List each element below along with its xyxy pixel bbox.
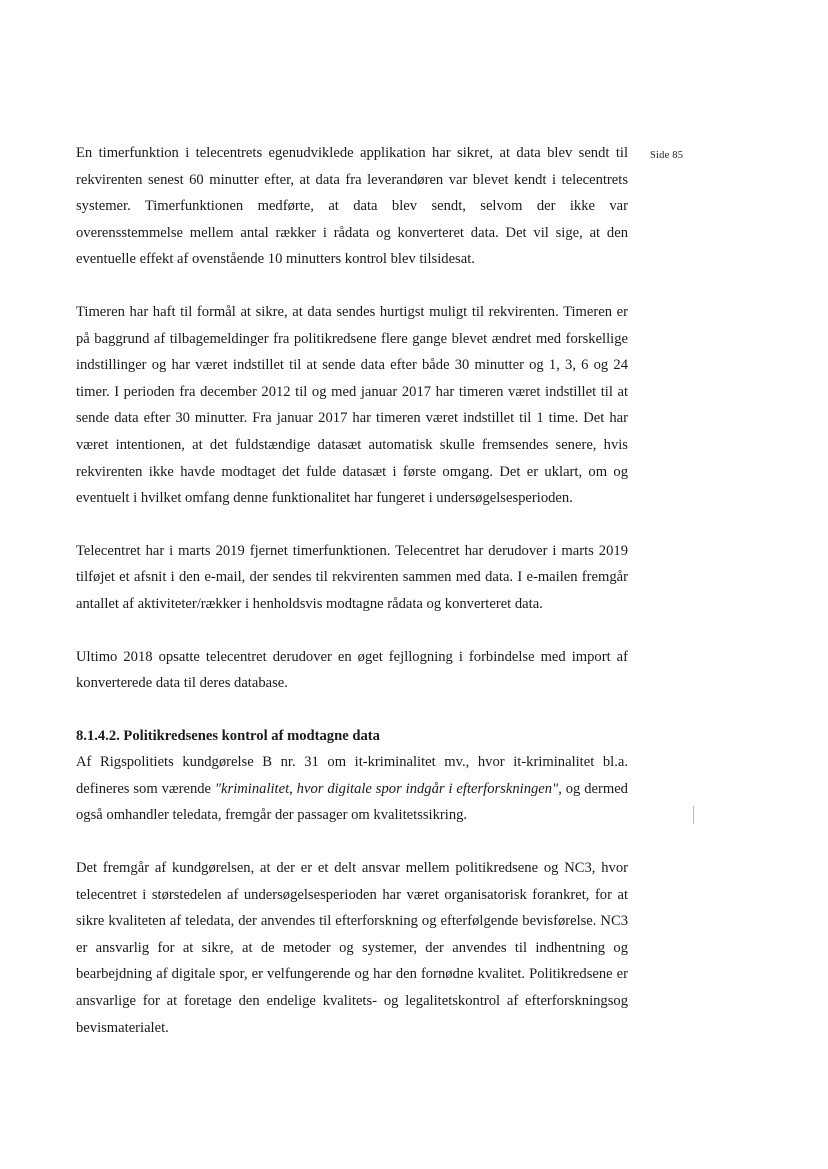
- paragraph-shared-responsibility: Det fremgår af kundgørelsen, at der er et delt ansvar mellem politikredsene og NC3, hvor telecentret i størstedelen af undersøgelsesperioden har været organisatorisk forankret, for at sikre kvaliteten af teledata, der anvendes til efterforskning og efterfølgende bevisførelse. NC3 er ansvarlig for at sikre, at de metoder og systemer, der anvendes til indhentning og bearbejdning af digitale spor, er velfungerende og har den fornødne kvalitet. Politikredsene er ansvarlige for at foretage den endelige kvalitets- og legalitetskontrol af efterforskningsog bevismaterialet.: [76, 860, 628, 1036]
- paragraph-timer-function: En timerfunktion i telecentrets egenudviklede applikation har sikret, at data blev sendt til rekvirenten senest 60 minutter efter, at data fra leverandøren var blevet kendt i telecentrets systemer. Timerfunktionen medførte, at data blev sendt, selvom der ikke var overensstemmelse mellem antal rækker i rådata og konverteret data. Det vil sige, at den eventuelle effekt af ovenstående 10 minutters kontrol blev tilsidesat.: [76, 145, 628, 268]
- document-body: [76, 140, 628, 1041]
- announcement-quote: "kriminalitet, hvor digitale spor indgår i efterforskningen": [214, 780, 559, 797]
- paragraph-announcement: [76, 749, 628, 829]
- paragraph-timer-purpose: Timeren har haft til formål at sikre, at data sendes hurtigst muligt til rekvirenten. Timeren er på baggrund af tilbagemeldinger fra politikredsene flere gange blevet ændret med forskellige indstillinger og har været indstillet til at sende data efter både 30 minutter og 1, 3, 6 og 24 timer. I perioden fra december 2012 til og med januar 2017 har timeren været indstillet til at sende data efter 30 minutter. Fra januar 2017 har timeren været indstillet til 1 time. Det har været intentionen, at det fuldstændige datasæt automatisk skulle fremsendes senere, hvis rekvirenten ikke havde modtaget det fulde datasæt i første omgang. Det er uklart, om og eventuelt i hvilket omfang denne funktionalitet har fungeret i undersøgelsesperioden.: [76, 303, 628, 507]
- paragraph-timer-removed: Telecentret har i marts 2019 fjernet timerfunktionen. Telecentret har derudover i marts 2019 tilføjet et afsnit i den e-mail, der sendes til rekvirenten sammen med data. I e-mailen fremgår antallet af aktiviteter/rækker i henholdsvis modtagne rådata og konverteret data.: [76, 542, 628, 612]
- announcement-text-start: Af Rigspolitiets kundgørelse B nr. 31 om it-kriminalitet mv., hvor it-kriminalitet bl.a. defineres som værende: [76, 754, 628, 797]
- page-number: Side 85: [650, 150, 684, 161]
- announcement-text-end: , og dermed også omhandler teledata, fremgår der passager om kvalitetssikring.: [76, 780, 628, 824]
- paragraph-error-logging: Ultimo 2018 opsatte telecentret derudover en øget fejllogning i forbindelse med import af konverterede data til deres database.: [76, 648, 628, 692]
- section-heading: 8.1.4.2. Politikredsenes kontrol af modtagne data: [76, 727, 380, 744]
- margin-mark: [693, 806, 694, 824]
